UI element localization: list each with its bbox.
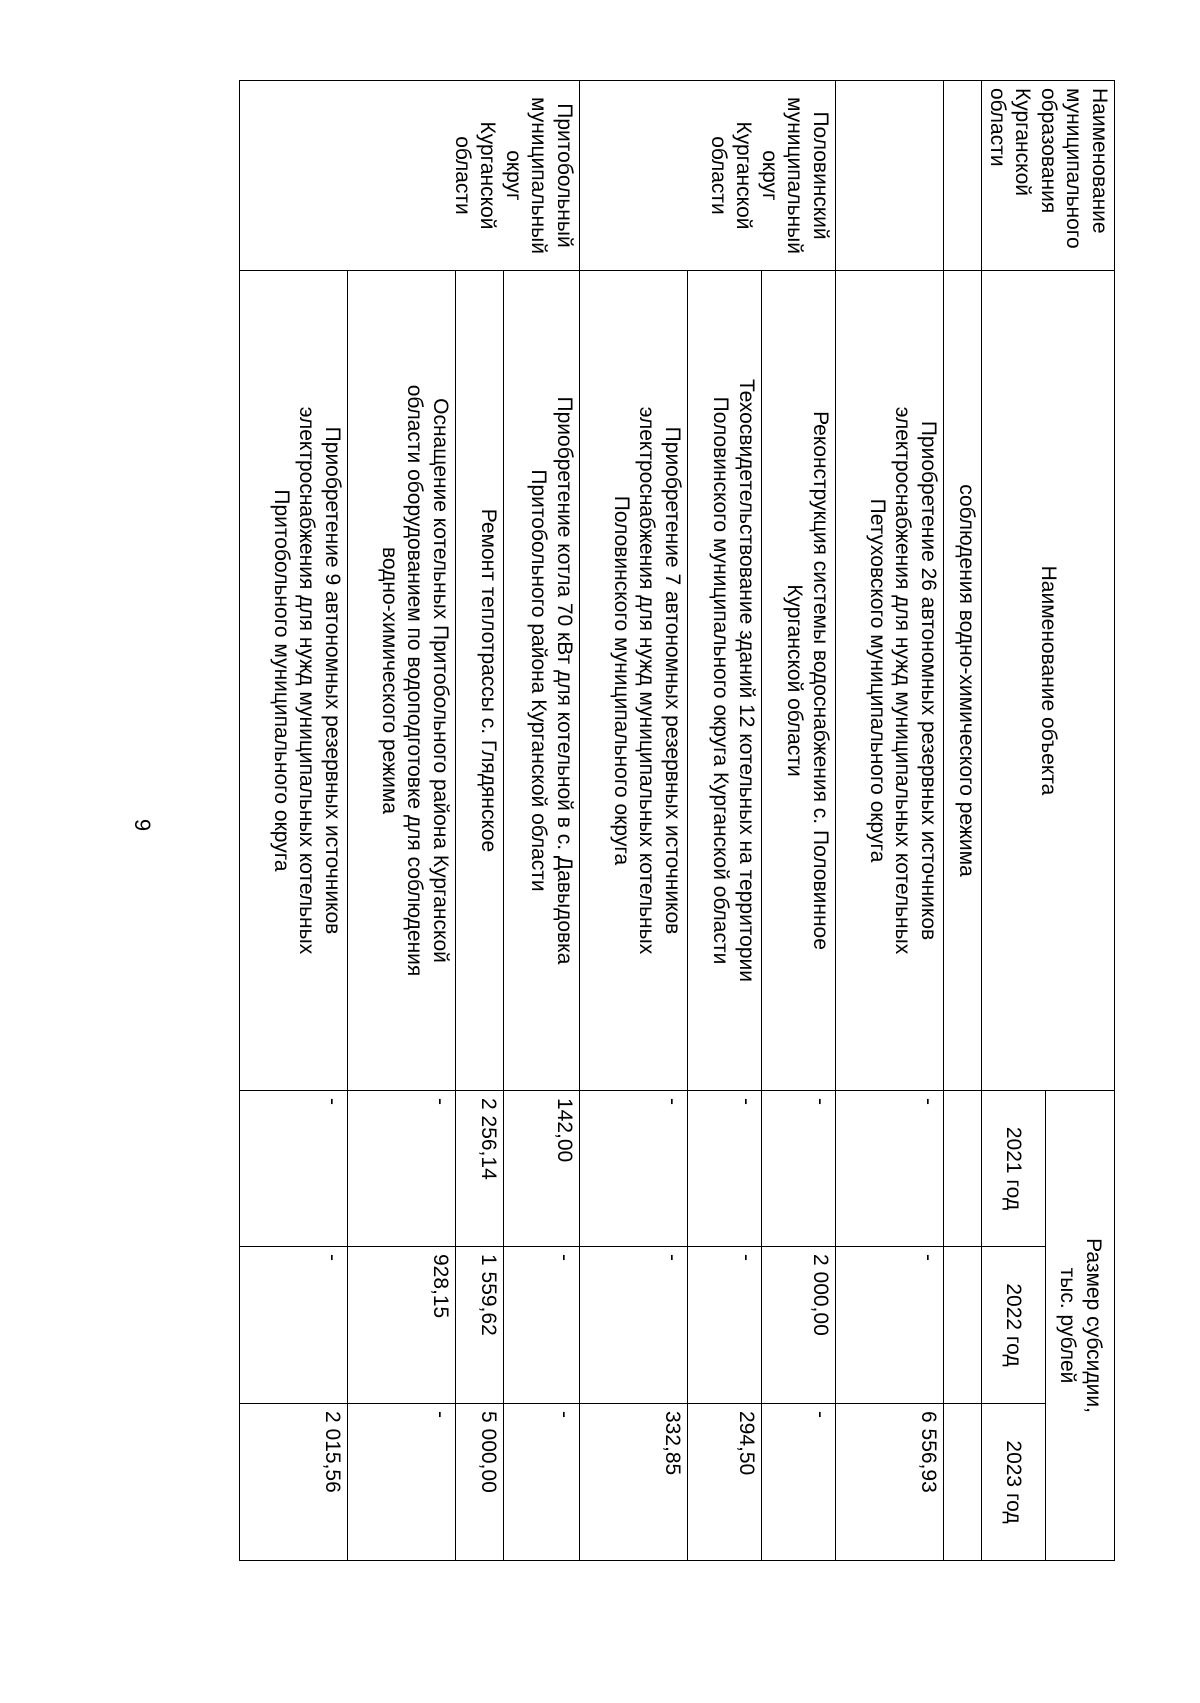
value-2023: 294,50 [687,1404,761,1561]
value-2023: 2 015,56 [239,1404,347,1561]
value-2021: - [835,1091,943,1247]
table-row [687,81,761,1561]
object-line: Приобретение котла 70 кВт для котельной в с. Давыдовка [552,396,576,965]
object-line: области оборудованием по водоподготовке для соблюдения [403,384,427,977]
value-2021: - [347,1091,455,1247]
header-object: Наименование объекта [981,271,1114,1091]
municipality-line: Курганской области [450,121,500,230]
municipality-line: муниципальный округ [501,97,551,254]
subsidy-table [239,80,1115,1561]
value-2021: - [687,1091,761,1247]
municipality-line: Курганской области [706,121,756,230]
object-cell [761,271,835,1091]
object-line: Приобретение 7 автономных резервных источников [660,426,684,935]
value-2022: - [687,1247,761,1404]
municipality-cell [239,81,579,271]
value-2022: 2 000,00 [761,1247,835,1404]
object-cell [455,271,503,1091]
object-line: Приобретение 26 автономных резервных источников [916,420,940,941]
value-2022 [943,1247,981,1404]
object-line: Половинского муниципального округа [609,495,633,866]
header-municipality-line: Курганской области [985,88,1035,196]
object-line: Оснащение котельных Притобольного района Курганской [428,398,452,963]
table-row [455,81,503,1561]
value-2023 [943,1404,981,1561]
header-subsidy-line: Размер субсидии, [1081,1238,1105,1413]
value-2023: - [503,1404,579,1561]
municipality-cell [579,81,835,271]
value-2023: 332,85 [579,1404,687,1561]
value-2021: - [239,1091,347,1247]
header-subsidy [1046,1091,1115,1561]
table-row [503,81,579,1561]
value-2022: - [503,1247,579,1404]
object-cell [239,271,347,1091]
value-2021: 142,00 [503,1091,579,1247]
municipality-line: Половинский [808,111,832,240]
object-cell [579,271,687,1091]
header-municipality-line: муниципального [1062,88,1086,249]
value-2021: 2 256,14 [455,1091,503,1247]
header-municipality-line: Наименование [1088,88,1111,234]
value-2023: - [761,1404,835,1561]
object-cell [943,271,981,1091]
value-2022: - [835,1247,943,1404]
value-2022: 928,15 [347,1247,455,1404]
object-line: водно-химического режима [377,546,401,814]
header-subsidy-line: тыс. рублей [1056,1267,1080,1384]
header-municipality [981,81,1114,271]
value-2023: 5 000,00 [455,1404,503,1561]
object-line: Реконструкция системы водоснабжения с. Половинное [808,411,832,950]
municipality-cell [835,81,943,271]
page-number: 9 [130,818,155,832]
object-line: электроснабжения для нужд муниципальных котельных [891,406,915,955]
table-row [347,81,455,1561]
rotated-page [205,80,1115,1560]
object-line: электроснабжения для нужд муниципальных котельных [635,406,659,955]
value-2023: - [347,1404,455,1561]
value-2022: - [579,1247,687,1404]
table-row [761,81,835,1561]
object-line: Техосвидетельствование зданий 12 котельных на территории [734,378,758,983]
object-cell [687,271,761,1091]
object-line: Притобольного района Курганской области [527,469,551,892]
object-line: соблюдения водно-химического режима [954,484,978,877]
table-row [579,81,687,1561]
value-2021: - [579,1091,687,1247]
table-row [943,81,981,1561]
header-municipality-line: образования [1036,88,1060,214]
value-2022: - [239,1247,347,1404]
object-line: Половинского муниципального округа Курганской области [709,396,733,965]
value-2022: 1 559,62 [455,1247,503,1404]
object-line: электроснабжения для нужд муниципальных котельных [295,406,319,955]
object-line: Притобольного муниципального округа [269,489,293,872]
object-line: Курганской области [783,584,807,777]
header-year-2021: 2021 год [981,1091,1045,1247]
header-year-2022: 2022 год [981,1247,1045,1404]
municipality-line: Притобольный [552,103,576,248]
value-2021 [943,1091,981,1247]
object-line: Ремонт теплотрассы с. Глядянское [476,508,500,853]
municipality-line: муниципальный округ [757,97,807,254]
object-line: Петуховского муниципального округа [865,498,889,863]
header-year-2023: 2023 год [981,1404,1045,1561]
object-cell [503,271,579,1091]
object-cell [835,271,943,1091]
municipality-cell [943,81,981,271]
value-2021: - [761,1091,835,1247]
object-line: Приобретение 9 автономных резервных источников [320,426,344,935]
object-cell [347,271,455,1091]
value-2023: 6 556,93 [835,1404,943,1561]
table-row [239,81,347,1561]
table-row [835,81,943,1561]
